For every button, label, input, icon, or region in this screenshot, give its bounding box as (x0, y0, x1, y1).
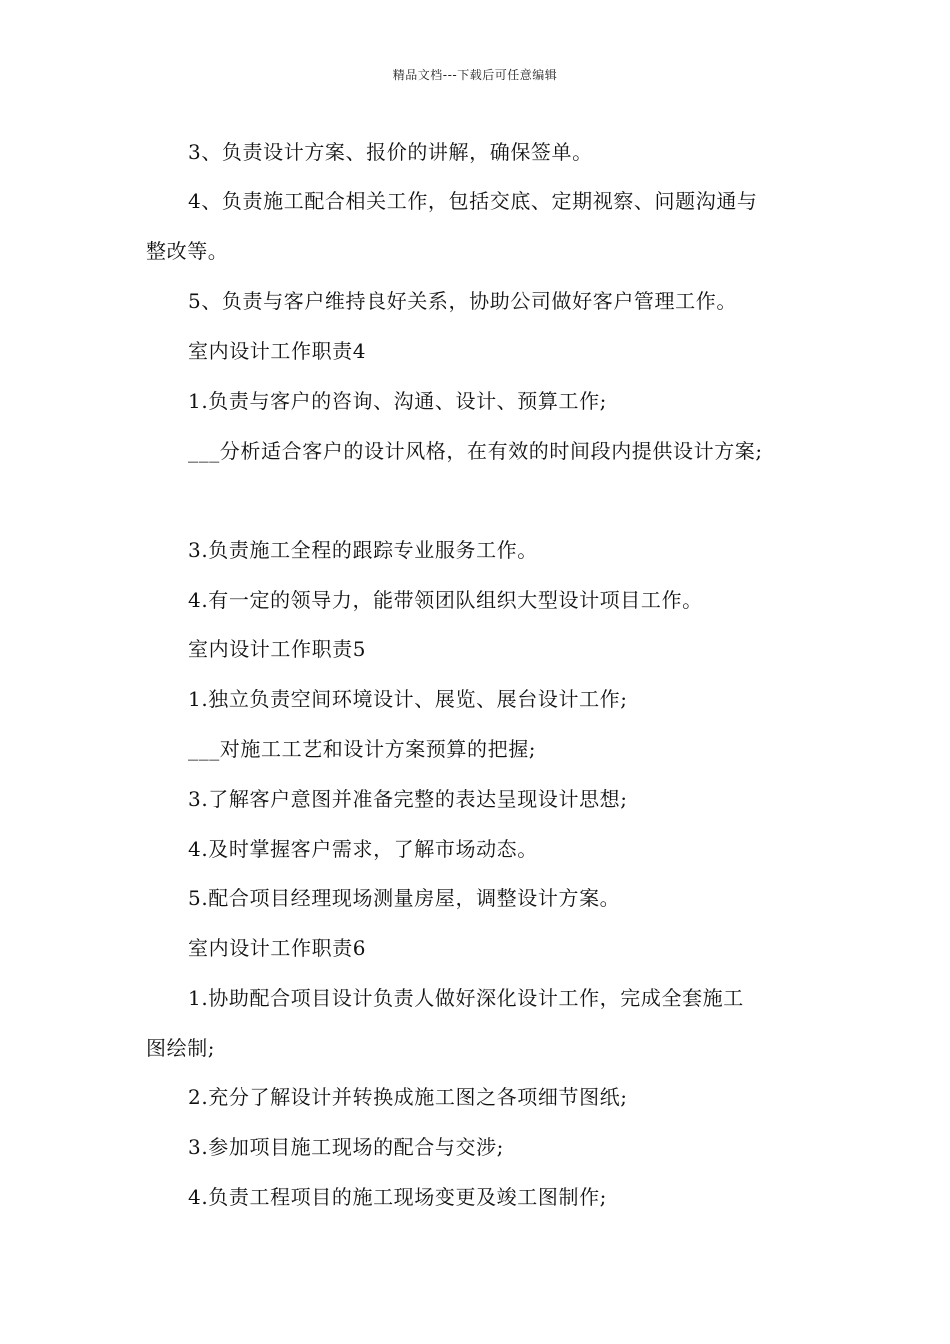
section-heading: 室内设计工作职责4 (188, 339, 367, 363)
paragraph-line: 1.独立负责空间环境设计、展览、展台设计工作; (188, 687, 628, 711)
section-heading: 室内设计工作职责5 (188, 637, 367, 661)
paragraph-line: 4.负责工程项目的施工现场变更及竣工图制作; (188, 1185, 608, 1209)
paragraph-line: 5、负责与客户维持良好关系，协助公司做好客户管理工作。 (188, 289, 737, 313)
paragraph-line: 整改等。 (146, 239, 229, 263)
paragraph-line: 5.配合项目经理现场测量房屋，调整设计方案。 (188, 886, 621, 910)
paragraph-line: 4.有一定的领导力，能带领团队组织大型设计项目工作。 (188, 588, 703, 612)
section-heading: 室内设计工作职责6 (188, 936, 367, 960)
page-header: 精品文档---下载后可任意编辑 (392, 68, 558, 82)
paragraph-line: 3、负责设计方案、报价的讲解，确保签单。 (188, 140, 593, 164)
paragraph-line: 1.负责与客户的咨询、沟通、设计、预算工作; (188, 389, 608, 413)
paragraph-line: 3.了解客户意图并准备完整的表达呈现设计思想; (188, 787, 628, 811)
paragraph-line: ___对施工工艺和设计方案预算的把握; (188, 737, 537, 761)
paragraph-line: 图绘制; (146, 1036, 216, 1060)
paragraph-line: ___分析适合客户的设计风格，在有效的时间段内提供设计方案; (188, 439, 763, 463)
paragraph-line: 4、负责施工配合相关工作，包括交底、定期视察、问题沟通与 (188, 189, 758, 213)
paragraph-line: 2.充分了解设计并转换成施工图之各项细节图纸; (188, 1085, 628, 1109)
paragraph-line: 3.负责施工全程的跟踪专业服务工作。 (188, 538, 538, 562)
paragraph-line: 3.参加项目施工现场的配合与交涉; (188, 1135, 505, 1159)
paragraph-line: 4.及时掌握客户需求，了解市场动态。 (188, 837, 538, 861)
paragraph-line: 1.协助配合项目设计负责人做好深化设计工作，完成全套施工 (188, 986, 744, 1010)
